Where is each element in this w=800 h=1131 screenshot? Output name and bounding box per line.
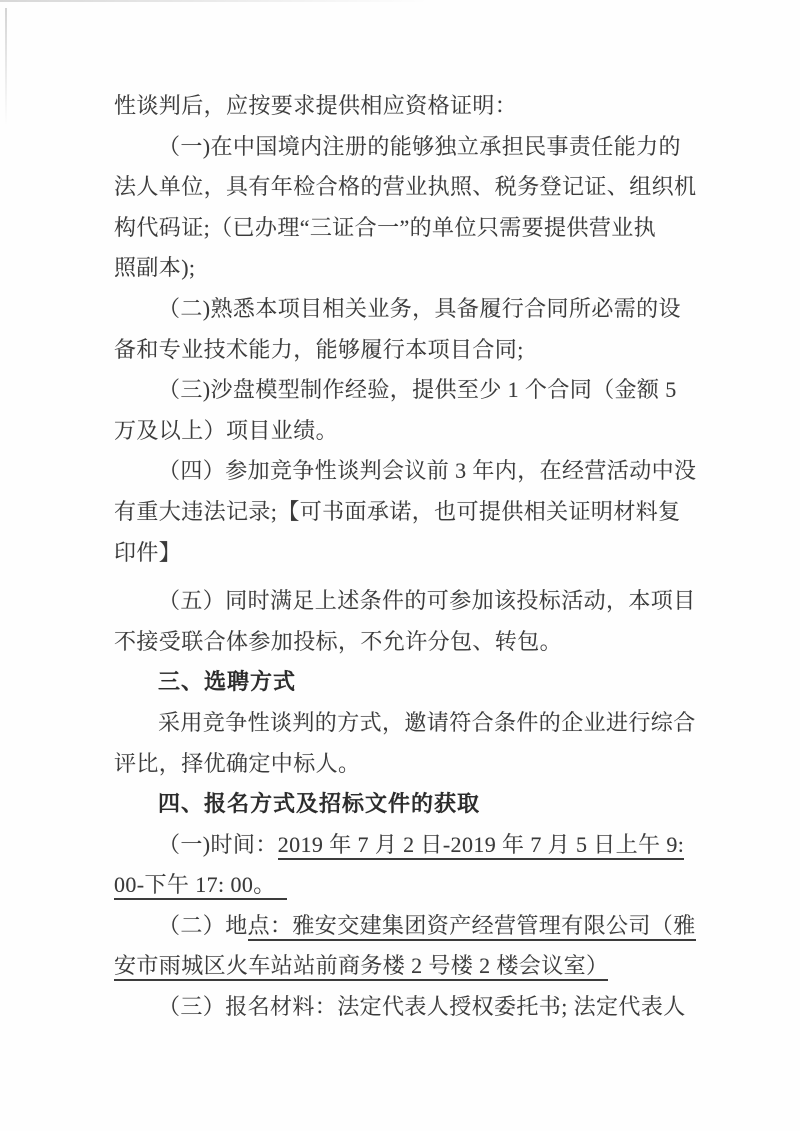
text-line: [114, 533, 710, 574]
text-line: [114, 451, 710, 492]
text-run: 照副本);: [114, 255, 196, 281]
text-run: 三、选聘方式: [158, 669, 297, 695]
text-run: 有重大违法记录;【可书面承诺，也可提供相关证明材料复: [114, 498, 681, 524]
text-line: [114, 492, 710, 533]
text-run: 不接受联合体参加投标，不允许分包、转包。: [114, 628, 563, 654]
text-line: [114, 946, 710, 987]
text-run: （二)熟悉本项目相关业务，具备履行合同所必需的设: [158, 295, 681, 321]
text-run: 评比，择优确定中标人。: [114, 750, 361, 776]
text-run: 万及以上）项目业绩。: [114, 417, 339, 443]
text-run: 采用竞争性谈判的方式，邀请符合条件的企业进行综合: [158, 709, 696, 735]
text-line: [114, 289, 710, 330]
text-line: [114, 865, 710, 906]
text-line: [114, 906, 710, 947]
scan-edge-artifact-top: [0, 0, 430, 2]
text-line: [114, 167, 710, 208]
text-run: （一)在中国境内注册的能够独立承担民事责任能力的: [158, 133, 681, 159]
section-heading: [114, 784, 710, 825]
text-line: [114, 86, 710, 127]
underlined-text: 安市雨城区火车站站前商务楼 2 号楼 2 楼会议室）: [114, 953, 608, 981]
text-line: [114, 622, 710, 663]
text-run: 印件】: [114, 539, 182, 565]
text-run: （一)时间：: [158, 831, 278, 857]
text-run: 性谈判后，应按要求提供相应资格证明：: [114, 93, 518, 118]
underlined-text: 00-下午 17: 00。: [114, 872, 287, 900]
text-run: 四、报名方式及招标文件的获取: [158, 791, 481, 817]
text-line: [114, 370, 710, 411]
text-line: [114, 330, 710, 371]
scan-edge-artifact-left: [5, 8, 7, 126]
underlined-text: 点：雅安交建集团资产经营管理有限公司（雅: [248, 913, 696, 941]
text-line: [114, 987, 710, 1028]
text-run: （三)沙盘模型制作经验，提供至少 1 个合同（金额 5: [158, 377, 677, 403]
text-line: [114, 744, 710, 785]
text-run: 法人单位，具有年检合格的营业执照、税务登记证、组织机: [114, 174, 697, 200]
text-run: （二）地: [158, 912, 248, 938]
text-run: 备和专业技术能力，能够履行本项目合同;: [114, 336, 524, 362]
text-run: （四）参加竞争性谈判会议前 3 年内，在经营活动中没: [158, 458, 697, 484]
text-line: [114, 703, 710, 744]
text-line: [114, 411, 710, 452]
text-line: [114, 825, 710, 866]
text-line: [114, 581, 710, 622]
text-run: （五）同时满足上述条件的可参加该投标活动，本项目: [158, 588, 696, 614]
text-run: 构代码证;（已办理“三证合一”的单位只需要提供营业执: [114, 214, 657, 240]
text-line: [114, 248, 710, 289]
underlined-text: 2019 年 7 月 2 日-2019 年 7 月 5 日上午 9:: [278, 832, 685, 860]
text-line: [114, 208, 710, 249]
text-line: [114, 127, 710, 168]
section-heading: [114, 662, 710, 703]
text-run: （三）报名材料：法定代表人授权委托书; 法定代表人: [158, 994, 686, 1020]
document-body: [114, 86, 710, 1028]
